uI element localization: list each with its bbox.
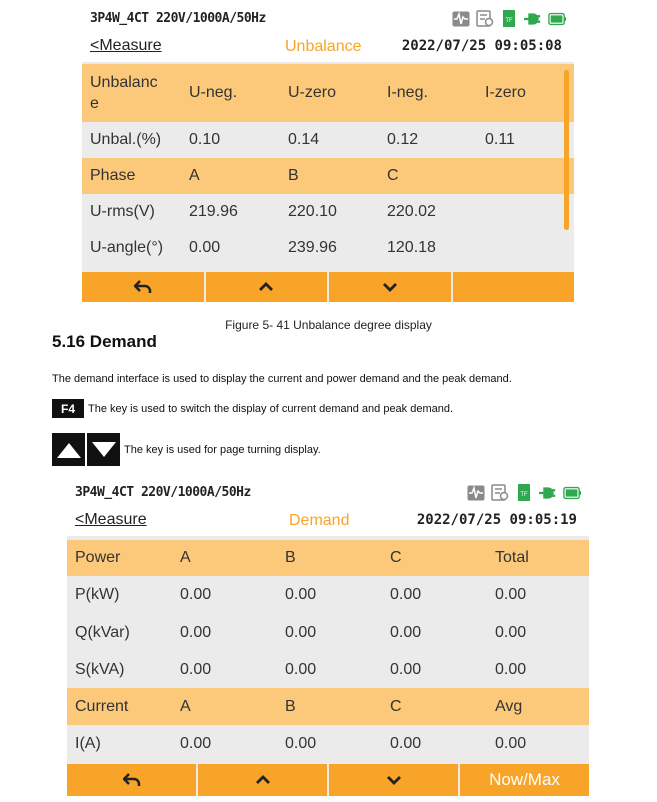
status-icons xyxy=(452,10,566,27)
waveform-icon xyxy=(452,10,470,27)
page-title: Demand xyxy=(289,512,350,529)
table-cell: 220.02 xyxy=(387,203,436,220)
table-cell: I-neg. xyxy=(387,84,428,101)
back-button[interactable] xyxy=(82,272,204,302)
table-cell: 0.00 xyxy=(390,586,422,603)
table-cell: 0.00 xyxy=(180,623,212,641)
tf-card-icon xyxy=(515,484,533,501)
demand-table xyxy=(67,540,589,762)
page-up-button[interactable] xyxy=(206,272,328,302)
f4-key-text: The key is used to switch the display of current demand and peak demand. xyxy=(88,402,454,415)
datetime-label: 2022/07/25 09:05:19 xyxy=(416,512,577,528)
table-row xyxy=(67,725,589,762)
section-title: 5.16 Demand xyxy=(52,332,157,351)
waveform-icon xyxy=(467,484,485,501)
table-cell: A xyxy=(189,167,200,184)
row-label: P(kW) xyxy=(75,586,120,603)
table-row xyxy=(82,122,574,158)
status-icons xyxy=(467,484,581,501)
back-button[interactable] xyxy=(67,764,196,796)
tf-card-icon xyxy=(500,10,518,27)
chevron-down-icon xyxy=(383,282,397,292)
svg-text:TF: TF xyxy=(505,18,513,24)
unbalance-screen xyxy=(82,4,574,302)
chevron-up-icon xyxy=(259,282,273,292)
svg-text:TF: TF xyxy=(520,492,528,498)
row-label: U-angle(°) xyxy=(90,239,164,256)
table-cell: 120.18 xyxy=(387,239,436,256)
table-cell: 0.00 xyxy=(180,660,212,678)
table-cell: U-zero xyxy=(288,84,337,101)
table-row xyxy=(82,194,574,230)
status-bar xyxy=(67,478,589,508)
status-bar xyxy=(82,4,574,34)
battery-icon xyxy=(548,10,566,27)
chevron-up-icon xyxy=(256,775,270,785)
figure-caption: Figure 5- 41 Unbalance degree display xyxy=(225,318,432,332)
now-max-button[interactable] xyxy=(460,764,589,796)
row-label: I(A) xyxy=(75,734,101,752)
table-cell: 0.00 xyxy=(495,734,527,752)
page-down-button[interactable] xyxy=(329,764,458,796)
return-arrow-icon xyxy=(134,280,152,294)
chevron-down-icon xyxy=(387,775,401,785)
function-key-bar xyxy=(82,272,574,302)
table-cell: 0.00 xyxy=(390,660,422,678)
table-cell: 0.00 xyxy=(285,586,317,603)
table-cell: I-zero xyxy=(485,84,526,101)
back-to-measure-link[interactable]: <Measure xyxy=(75,511,147,528)
table-cell: 0.00 xyxy=(390,734,422,752)
table-cell: Total xyxy=(495,549,529,566)
unbalance-table xyxy=(82,64,574,266)
battery-icon xyxy=(563,484,581,501)
table-cell: 0.10 xyxy=(189,131,221,148)
now-max-label: Now/Max xyxy=(489,770,560,789)
plug-icon xyxy=(539,484,557,501)
table-cell: B xyxy=(285,697,296,715)
title-bar xyxy=(82,34,574,62)
table-row xyxy=(67,688,589,725)
demand-screen xyxy=(67,478,589,796)
table-cell: 239.96 xyxy=(288,239,337,256)
table-row xyxy=(67,576,589,614)
table-cell: 0.11 xyxy=(485,131,515,148)
page-title: Unbalance xyxy=(285,38,362,55)
back-to-measure-link[interactable]: <Measure xyxy=(90,37,162,54)
table-row xyxy=(67,651,589,688)
table-cell: 0.00 xyxy=(285,623,317,641)
table-cell: C xyxy=(390,697,402,715)
updown-key-text: The key is used for page turning display. xyxy=(124,443,321,456)
settings-list-icon xyxy=(491,484,509,501)
datetime-label: 2022/07/25 09:05:08 xyxy=(401,38,562,54)
table-cell: 220.10 xyxy=(288,203,337,220)
row-label: Q(kVar) xyxy=(75,623,130,641)
wiring-mode-label: 3P4W_4CT 220V/1000A/50Hz xyxy=(75,485,251,500)
table-cell: 0.00 xyxy=(495,660,527,678)
table-cell: B xyxy=(285,549,296,566)
table-cell: Avg xyxy=(495,697,523,715)
demand-description: The demand interface is used to display the current and power demand and the peak demand. xyxy=(52,373,512,385)
f4-key-icon: F4 xyxy=(52,399,84,418)
title-bar xyxy=(67,508,589,536)
row-label: S(kVA) xyxy=(75,660,125,678)
table-cell: A xyxy=(180,697,191,715)
scrollbar[interactable] xyxy=(564,70,569,230)
table-cell: 0.00 xyxy=(495,586,527,603)
table-row xyxy=(67,614,589,651)
table-cell: 0.00 xyxy=(189,239,221,256)
row-label: Unbalanc e xyxy=(90,74,158,112)
up-down-keys-icon xyxy=(52,433,120,466)
row-label: Current xyxy=(75,697,129,715)
wiring-mode-label: 3P4W_4CT 220V/1000A/50Hz xyxy=(90,11,266,26)
table-cell: C xyxy=(390,549,402,566)
settings-list-icon xyxy=(476,10,494,27)
row-label: Power xyxy=(75,549,121,566)
table-cell: 0.00 xyxy=(180,734,212,752)
table-cell: 0.00 xyxy=(495,623,527,641)
plug-icon xyxy=(524,10,542,27)
table-cell: 0.00 xyxy=(285,660,317,678)
function-key-4-button[interactable] xyxy=(453,272,575,302)
table-row xyxy=(82,64,574,122)
page-up-button[interactable] xyxy=(198,764,327,796)
table-cell: U-neg. xyxy=(189,84,238,101)
table-cell: 0.00 xyxy=(285,734,317,752)
updown-key-description xyxy=(52,433,321,466)
page-down-button[interactable] xyxy=(329,272,451,302)
table-cell: C xyxy=(387,167,399,184)
table-cell: 219.96 xyxy=(189,203,238,220)
row-label: Phase xyxy=(90,167,136,184)
table-cell: 0.14 xyxy=(288,131,320,148)
function-key-bar xyxy=(67,764,589,796)
row-label: U-rms(V) xyxy=(90,203,155,220)
row-label: Unbal.(%) xyxy=(90,131,162,148)
table-cell: 0.00 xyxy=(390,623,422,641)
table-cell: B xyxy=(288,167,299,184)
table-cell: 0.12 xyxy=(387,131,419,148)
table-cell: 0.00 xyxy=(180,586,212,603)
return-arrow-icon xyxy=(123,773,141,787)
f4-key-description xyxy=(52,399,453,418)
table-row xyxy=(82,230,574,266)
table-row xyxy=(82,158,574,194)
table-cell: A xyxy=(180,549,191,566)
table-row xyxy=(67,540,589,576)
